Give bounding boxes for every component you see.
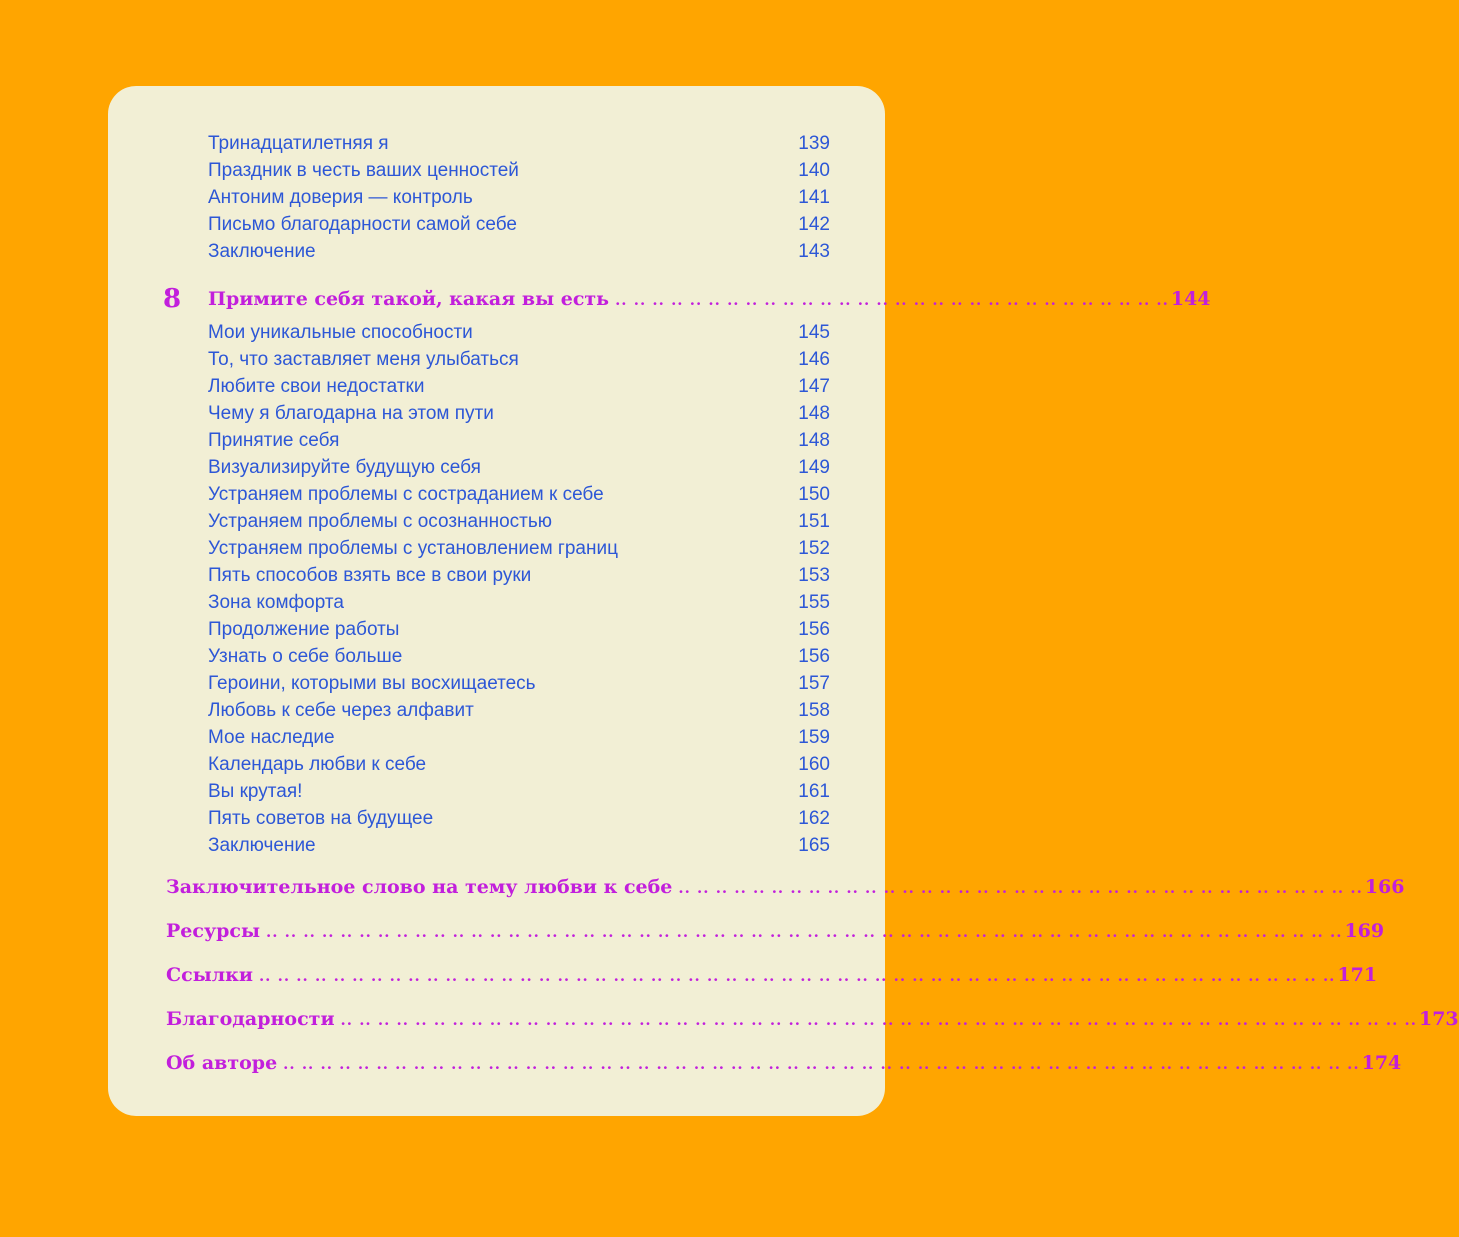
back-matter-title: Благодарности: [166, 1008, 335, 1030]
toc-entry-title: Любите свои недостатки: [208, 376, 425, 397]
toc-entry[interactable]: [208, 724, 830, 751]
toc-entry-title: Вы крутая!: [208, 781, 303, 802]
toc-entry-title: Письмо благодарности самой себе: [208, 214, 517, 235]
toc-entry-page: 152: [798, 538, 830, 559]
toc-entry-title: Заключение: [208, 835, 316, 856]
toc-entry-title: Тринадцатилетняя я: [208, 133, 389, 154]
back-matter-title: Ссылки: [166, 964, 253, 986]
chapter-title: Примите себя такой, какая вы есть: [208, 288, 610, 310]
toc-entry[interactable]: [208, 346, 830, 373]
toc-entry[interactable]: [208, 211, 830, 238]
back-matter-page: 169: [1344, 920, 1385, 942]
toc-entry-page: 155: [798, 592, 830, 613]
dot-leader: .. .. .. .. .. .. .. .. .. .. .. .. .. .. .. .. .. .. .. .. .. .. .. .. .. .. .. .. .. .. .. .. .. .. .. .. .. .. .. .. .. .. .. .. .. .. .. .. .. .. .. .. .. .. .. .. .. ..: [283, 1055, 1360, 1073]
dot-leader: .. .. .. .. .. .. .. .. .. .. .. .. .. .. .. .. .. .. .. .. .. .. .. .. .. .. .. .. .. .. .. .. .. .. .. .. .. .. .. .. .. .. .. .. .. .. .. .. .. .. .. .. .. .. .. .. .. ..: [266, 923, 1343, 941]
chapter-heading[interactable]: [208, 282, 1211, 316]
toc-entry[interactable]: [208, 454, 830, 481]
toc-entry-page: 160: [798, 754, 830, 775]
back-matter-heading[interactable]: [166, 870, 1405, 904]
toc-entry-page: 156: [798, 646, 830, 667]
toc-entry-title: Продолжение работы: [208, 619, 400, 640]
toc-entry[interactable]: [208, 157, 830, 184]
toc-entry[interactable]: [208, 805, 830, 832]
toc-entry[interactable]: [208, 373, 830, 400]
toc-entry-title: Праздник в честь ваших ценностей: [208, 160, 519, 181]
toc-entry-page: 156: [798, 619, 830, 640]
toc-entry-title: Календарь любви к себе: [208, 754, 427, 775]
toc-entry[interactable]: [208, 184, 830, 211]
toc-entry[interactable]: [208, 778, 830, 805]
dot-leader: .. .. .. .. .. .. .. .. .. .. .. .. .. .. .. .. .. .. .. .. .. .. .. .. .. .. .. .. .. .. .. .. .. .. .. .. .. .. .. .. .. .. .. .. .. .. .. .. .. .. .. .. .. .. .. .. .. ..: [340, 1011, 1417, 1029]
toc-entry-title: Узнать о себе больше: [208, 646, 403, 667]
toc-entry-page: 150: [798, 484, 830, 505]
toc-entry[interactable]: [208, 589, 830, 616]
toc-entry[interactable]: [208, 238, 830, 265]
toc-entry-title: Чему я благодарна на этом пути: [208, 403, 494, 424]
toc-entry-title: Любовь к себе через алфавит: [208, 700, 474, 721]
back-matter-heading[interactable]: [166, 1046, 1402, 1080]
toc-entry-title: Принятие себя: [208, 430, 340, 451]
toc-entry-title: Зона комфорта: [208, 592, 344, 613]
toc-entry-title: Устраняем проблемы с установлением границ: [208, 538, 618, 559]
toc-entry-page: 151: [798, 511, 830, 532]
toc-entry[interactable]: [208, 643, 830, 670]
toc-entry-title: Мое наследие: [208, 727, 335, 748]
toc-entry[interactable]: [208, 751, 830, 778]
toc-entry[interactable]: [208, 832, 830, 859]
toc-entry[interactable]: [208, 130, 830, 157]
toc-entry-page: 139: [798, 133, 830, 154]
toc-entry-title: Антоним доверия — контроль: [208, 187, 473, 208]
dot-leader: .. .. .. .. .. .. .. .. .. .. .. .. .. .. .. .. .. .. .. .. .. .. .. .. .. .. .. .. .. ..: [615, 291, 1169, 309]
toc-entry-page: 148: [798, 430, 830, 451]
toc-entry-page: 159: [798, 727, 830, 748]
toc-entry-title: Пять способов взять все в свои руки: [208, 565, 532, 586]
toc-entry-page: 153: [798, 565, 830, 586]
toc-entry-title: Устраняем проблемы с состраданием к себе: [208, 484, 604, 505]
toc-entry[interactable]: [208, 481, 830, 508]
back-matter-page: 166: [1364, 876, 1405, 898]
toc-entry-page: 161: [798, 781, 830, 802]
toc-entry-page: 148: [798, 403, 830, 424]
toc-entry-page: 158: [798, 700, 830, 721]
toc-entry-title: То, что заставляет меня улыбаться: [208, 349, 519, 370]
chapter-number: 8: [163, 284, 182, 314]
toc-entry[interactable]: [208, 319, 830, 346]
dot-leader: .. .. .. .. .. .. .. .. .. .. .. .. .. .. .. .. .. .. .. .. .. .. .. .. .. .. .. .. .. .. .. .. .. .. .. .. .. .. .. .. .. .. .. .. .. .. .. .. .. .. .. .. .. .. .. .. .. ..: [258, 967, 1336, 985]
toc-entry[interactable]: [208, 535, 830, 562]
chapter-page: 144: [1170, 288, 1211, 310]
toc-entry-page: 146: [798, 349, 830, 370]
toc-entry-title: Заключение: [208, 241, 316, 262]
toc-entry-page: 145: [798, 322, 830, 343]
toc-entry-page: 157: [798, 673, 830, 694]
back-matter-title: Заключительное слово на тему любви к себе: [166, 876, 673, 898]
toc-entry[interactable]: [208, 562, 830, 589]
toc-entry[interactable]: [208, 616, 830, 643]
toc-entry-page: 141: [798, 187, 830, 208]
toc-entry-page: 162: [798, 808, 830, 829]
back-matter-page: 173: [1418, 1008, 1459, 1030]
back-matter-heading[interactable]: [166, 958, 1378, 992]
toc-entry-title: Героини, которыми вы восхищаетесь: [208, 673, 536, 694]
toc-entry-page: 149: [798, 457, 830, 478]
toc-card: [108, 86, 1459, 1116]
toc-entry[interactable]: [208, 670, 830, 697]
toc-entry-title: Устраняем проблемы с осознанностью: [208, 511, 553, 532]
toc-entry[interactable]: [208, 508, 830, 535]
back-matter-heading[interactable]: [166, 914, 1385, 948]
toc-entry[interactable]: [208, 400, 830, 427]
toc-entry-title: Мои уникальные способности: [208, 322, 473, 343]
toc-entry-page: 143: [798, 241, 830, 262]
toc-entry[interactable]: [208, 427, 830, 454]
toc-entry-title: Визуализируйте будущую себя: [208, 457, 481, 478]
back-matter-title: Об авторе: [166, 1052, 278, 1074]
toc-entry-page: 140: [798, 160, 830, 181]
toc-entry-page: 165: [798, 835, 830, 856]
back-matter-page: 174: [1361, 1052, 1402, 1074]
toc-entry-title: Пять советов на будущее: [208, 808, 434, 829]
back-matter-title: Ресурсы: [166, 920, 261, 942]
toc-entry[interactable]: [208, 697, 830, 724]
toc-entry-page: 147: [798, 376, 830, 397]
back-matter-page: 171: [1337, 964, 1378, 986]
back-matter-heading[interactable]: [166, 1002, 1459, 1036]
dot-leader: .. .. .. .. .. .. .. .. .. .. .. .. .. .. .. .. .. .. .. .. .. .. .. .. .. .. .. .. .. .. .. .. .. .. .. .. ..: [678, 879, 1363, 897]
toc-entry-page: 142: [798, 214, 830, 235]
